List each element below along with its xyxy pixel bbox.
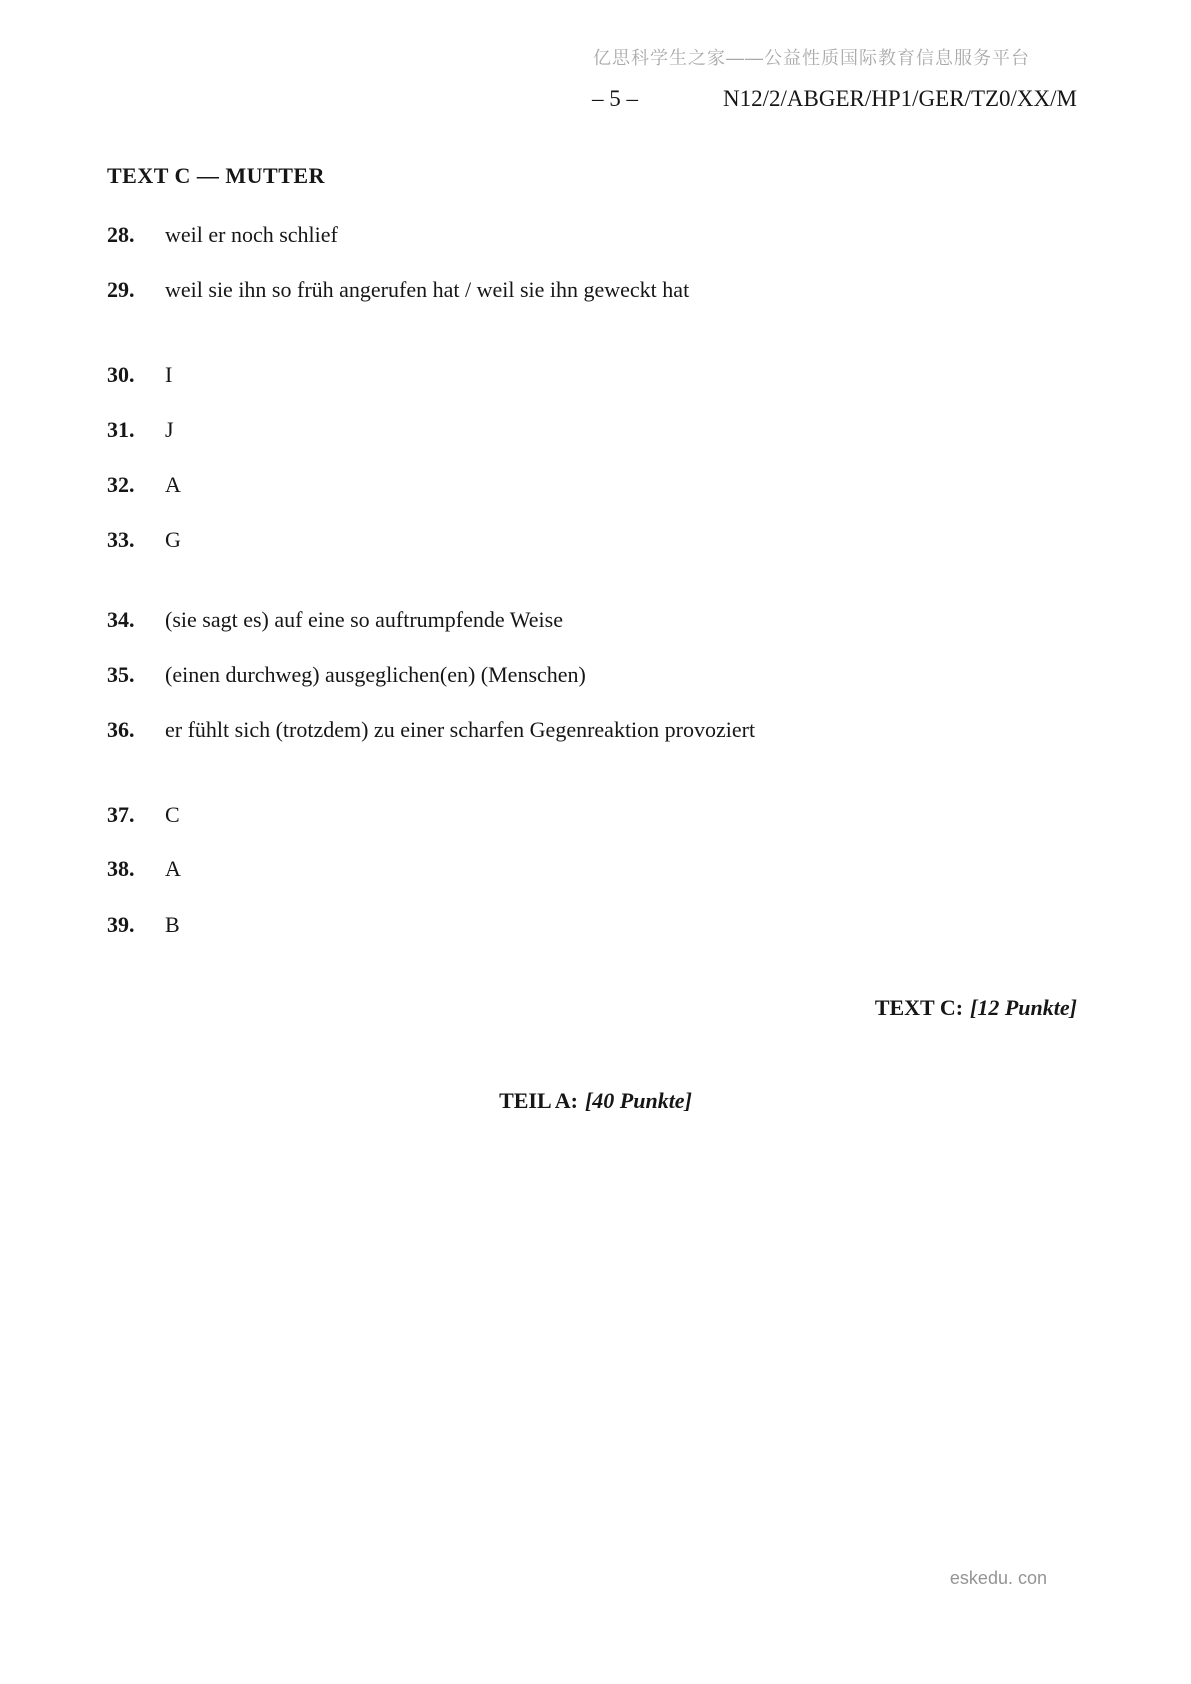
footer-watermark: eskedu. con — [949, 1568, 1047, 1588]
answer-item-35 — [107, 662, 586, 688]
answer-text: (einen durchweg) ausgeglichen(en) (Menschen) — [165, 662, 586, 687]
watermark-header: 亿思科学生之家——公益性质国际教育信息服务平台 — [593, 48, 1030, 68]
answer-number: 33. — [107, 527, 135, 552]
answer-item-30 — [107, 362, 172, 388]
paper-code: N12/2/ABGER/HP1/GER/TZ0/XX/M — [723, 86, 1077, 111]
page-number: – 5 – — [592, 86, 638, 111]
answer-text: C — [165, 802, 180, 827]
answer-item-38 — [107, 856, 181, 882]
answer-text: weil er noch schlief — [165, 222, 338, 247]
answer-text: A — [165, 472, 181, 497]
answer-item-36 — [107, 717, 755, 743]
answer-number: 37. — [107, 802, 135, 827]
answer-number: 35. — [107, 662, 135, 687]
answer-item-33 — [107, 527, 181, 553]
text-c-total-label: TEXT C: — [874, 995, 964, 1020]
answer-text: G — [165, 527, 181, 552]
answer-item-28 — [107, 222, 338, 248]
answer-text: er fühlt sich (trotzdem) zu einer scharfen Gegenreaktion provoziert — [165, 717, 756, 742]
answer-text: weil sie ihn so früh angerufen hat / weil sie ihn geweckt hat — [165, 277, 690, 302]
answer-number: 38. — [107, 856, 135, 881]
answer-number: 31. — [107, 417, 135, 442]
answer-number: 30. — [107, 362, 135, 387]
answer-text: (sie sagt es) auf eine so auftrumpfende Weise — [165, 607, 563, 632]
answer-number: 34. — [107, 607, 135, 632]
answer-item-34 — [107, 607, 563, 633]
answer-text: I — [165, 362, 173, 387]
answer-text: J — [165, 417, 174, 442]
answer-number: 32. — [107, 472, 135, 497]
teil-a-total-points: [40 Punkte] — [584, 1088, 692, 1113]
answer-item-29 — [107, 277, 689, 303]
answer-number: 29. — [107, 277, 135, 302]
teil-a-total-label: TEIL A: — [499, 1088, 578, 1113]
text-c-total — [875, 995, 1077, 1021]
answer-text: B — [165, 912, 180, 937]
answer-number: 28. — [107, 222, 135, 247]
text-c-total-points: [12 Punkte] — [970, 995, 1077, 1020]
answer-number: 36. — [107, 717, 135, 742]
answer-item-37 — [107, 802, 180, 828]
answer-item-32 — [107, 472, 181, 498]
section-title: TEXT C — MUTTER — [107, 163, 325, 188]
answer-item-39 — [107, 912, 180, 938]
answer-item-31 — [107, 417, 174, 443]
teil-a-total — [0, 1088, 1191, 1114]
answer-text: A — [165, 856, 181, 881]
answer-number: 39. — [107, 912, 135, 937]
